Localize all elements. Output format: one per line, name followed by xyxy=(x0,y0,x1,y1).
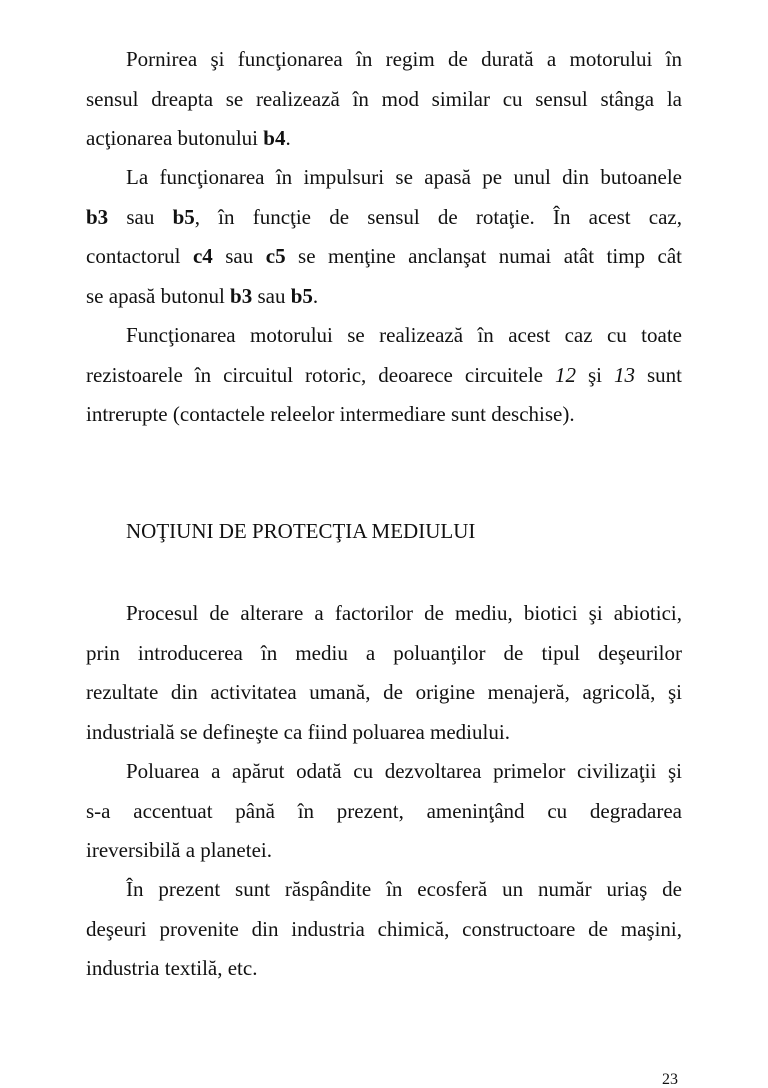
bold-term: b5 xyxy=(290,283,313,308)
text-run: sau xyxy=(212,244,266,268)
text-run: Poluarea a apărut odată cu dezvoltarea primelor civilizaţii şi xyxy=(126,759,682,783)
text-run: sau xyxy=(108,204,173,229)
bold-term: b3 xyxy=(86,204,109,229)
text-run: deşeuri provenite din industria chimică, constructoare de maşini, xyxy=(86,916,682,941)
text-line xyxy=(86,237,682,277)
text-run: rezistoarele în circuitul rotoric, deoarece circuitele xyxy=(86,362,555,387)
text-line xyxy=(86,158,682,198)
paragraph-motor-right-direction xyxy=(86,40,682,159)
bold-term: b3 xyxy=(230,283,253,308)
text-run: În prezent sunt răspândite în ecosferă un număr uriaş de xyxy=(126,877,682,901)
text-run: s-a accentuat până în prezent, ameninţând cu degradarea xyxy=(86,798,682,823)
text-line xyxy=(86,870,682,910)
text-line xyxy=(86,356,682,396)
text-run: . xyxy=(285,126,291,150)
text-run: industrială se defineşte ca fiind poluarea mediului. xyxy=(86,719,510,744)
bold-term: b4 xyxy=(263,126,286,150)
text-line xyxy=(86,831,682,871)
page-number: 23 xyxy=(662,1071,678,1088)
text-run: intrerupte (contactele releelor intermediare sunt deschise). xyxy=(86,402,575,426)
text-run: acţionarea butonului xyxy=(86,126,264,150)
text-line xyxy=(86,119,682,159)
text-run: , în funcţie de sensul de rotaţie. În acest caz, xyxy=(194,204,683,229)
bold-term: c4 xyxy=(192,244,213,268)
text-run: şi xyxy=(575,362,614,387)
text-run: Pornirea şi funcţionarea în regim de durată a motorului în xyxy=(126,47,682,71)
text-run: prin introducerea în mediu a poluanţilor de tipul deşeurilor xyxy=(86,640,682,665)
text-line xyxy=(86,198,682,238)
text-line xyxy=(86,752,682,792)
text-run: rezultate din activitatea umană, de origine menajeră, agricolă, şi xyxy=(86,680,682,704)
text-line xyxy=(86,316,682,356)
text-line xyxy=(86,673,682,713)
italic-term: 12 xyxy=(554,362,576,387)
text-run: industria textilă, etc. xyxy=(86,956,258,980)
section-heading: NOŢIUNI DE PROTECŢIA MEDIULUI xyxy=(126,519,476,543)
paragraph-pollution-history xyxy=(86,752,682,871)
text-run: se menţine anclanşat numai atât timp cât xyxy=(285,244,683,268)
text-line xyxy=(86,713,682,753)
text-run: sunt xyxy=(634,362,682,387)
text-line xyxy=(86,792,682,832)
italic-term: 13 xyxy=(613,362,635,387)
text-line xyxy=(86,594,682,634)
text-line xyxy=(86,40,682,80)
paragraph-pollution-definition xyxy=(86,594,682,752)
text-line xyxy=(86,949,682,989)
bold-term: c5 xyxy=(265,244,286,268)
text-run: Funcţionarea motorului se realizează în acest caz cu toate xyxy=(126,323,682,347)
bold-term: b5 xyxy=(172,204,195,229)
paragraph-impulse-operation xyxy=(86,158,682,316)
text-line xyxy=(86,277,682,317)
text-run: Procesul de alterare a factorilor de mediu, biotici şi abiotici, xyxy=(126,601,682,625)
paragraph-waste-sources xyxy=(86,870,682,989)
text-run: se apasă butonul xyxy=(86,283,231,308)
text-run: ireversibilă a planetei. xyxy=(86,838,272,862)
text-line xyxy=(86,80,682,120)
text-line xyxy=(86,634,682,674)
text-run: La funcţionarea în impulsuri se apasă pe unul din butoanele xyxy=(126,165,682,189)
text-run: sau xyxy=(252,283,291,308)
text-run: contactorul xyxy=(86,244,193,268)
text-line xyxy=(86,395,682,435)
text-run: . xyxy=(312,283,319,308)
paragraph-rotor-resistors xyxy=(86,316,682,435)
text-line xyxy=(86,910,682,950)
text-run: sensul dreapta se realizează în mod similar cu sensul stânga la xyxy=(86,86,682,111)
